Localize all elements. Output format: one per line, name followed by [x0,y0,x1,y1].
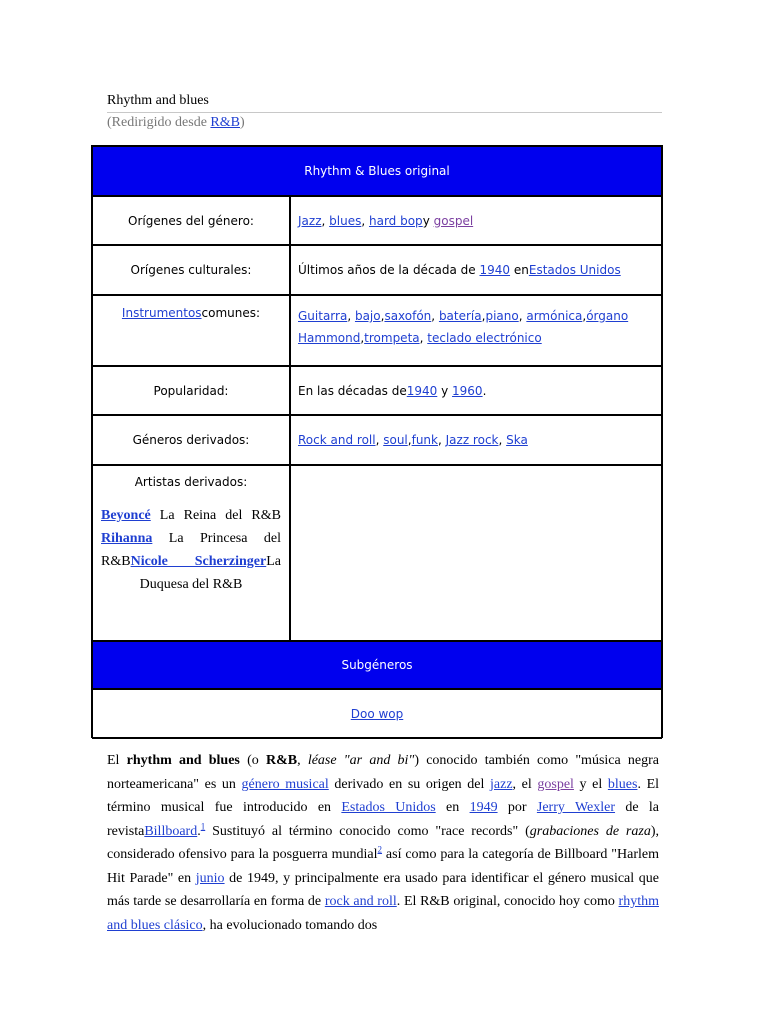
infobox-header: Rhythm & Blues original [92,146,662,196]
artists-cell [92,465,290,641]
conj: y [422,213,434,228]
footnote-2[interactable]: 2 [377,844,383,855]
sep: , [360,331,365,345]
cultural-value [290,245,662,295]
cultural-text: en [510,263,529,277]
origins-value [290,196,662,245]
link-organo-hammond[interactable]: órgano Hammond [298,309,629,345]
redirect-suffix: ) [240,115,245,130]
infobox-row-cultural [92,245,662,295]
link-bateria[interactable]: batería [438,309,482,323]
link-nicole-scherzinger[interactable]: Nicole Scherzinger [130,554,267,569]
redirect-link-rb[interactable]: R&B [210,115,240,130]
link-trompeta[interactable]: trompeta [364,331,420,345]
derived-label: Géneros derivados: [92,415,290,465]
derived-value [290,415,662,465]
link-1940-popularity[interactable]: 1940 [406,383,438,398]
link-doo-wop[interactable]: Doo wop [350,707,404,721]
link-estados-unidos[interactable]: Estados Unidos [528,263,621,277]
link-rhythm-and-blues-clasico[interactable]: rhythm and blues clásico [107,894,659,933]
link-jerry-wexler[interactable]: Jerry Wexler [536,800,616,815]
link-ska[interactable]: Ska [506,433,528,447]
italic-text: grabaciones de raza [529,823,651,839]
link-1960[interactable]: 1960 [452,383,483,398]
text: . [197,823,201,839]
footnote-1[interactable]: 1 [200,820,206,831]
sep: , [321,213,330,228]
text: , el [512,776,538,792]
infobox-row-derived [92,415,662,465]
bold-term: rhythm and blues [126,753,240,768]
text: de la revista [107,800,660,839]
text: . El término musical fue introducido en [107,776,660,815]
link-jazz-rock[interactable]: Jazz rock [445,433,499,447]
link-teclado-electronico[interactable]: teclado electrónico [427,331,542,345]
link-rock-and-roll-text[interactable]: rock and roll [324,894,397,909]
bold-term: R&B [265,753,298,768]
page-title: Rhythm and blues [107,92,662,113]
sep: , [431,309,439,323]
link-funk[interactable]: funk [411,433,438,447]
artists-list [101,504,281,596]
text: ), considerado ofensivo para la posguerra mundial [107,823,659,862]
text: , ha evolucionado tomando dos [202,917,378,933]
artist-title: La Princesa del R&B [101,531,281,569]
instruments-value [290,295,662,366]
infobox [91,145,663,738]
sep: , [518,309,527,323]
sep: , [481,309,486,323]
link-piano[interactable]: piano [485,309,519,323]
link-beyonce[interactable]: Beyoncé [101,508,151,523]
redirect-prefix: (Redirigido desde [107,115,211,130]
artists-label: Artistas derivados: [134,475,248,489]
link-genero-musical[interactable]: género musical [241,776,329,792]
sep: , [407,433,412,447]
infobox-row-artists [92,465,662,641]
text: Sustituyó al término conocido como "race records" ( [205,823,530,839]
subgenre-row [92,689,662,739]
text: así como para la categoría de Billboard "Harlem Hit Parade" en [107,847,659,886]
popularity-text: . [482,383,487,398]
link-bajo[interactable]: bajo [354,309,381,323]
text: y el [573,776,608,792]
cultural-text: Últimos años de la década de [298,263,480,277]
text: El [107,753,127,768]
text: ) conocido también como "música negra norteamericana" es un [107,753,660,792]
artist-title: La Duquesa del R&B [139,554,281,592]
cultural-label: Orígenes culturales: [92,245,290,295]
redirect-note [107,114,245,132]
link-blues[interactable]: blues [329,213,362,228]
link-jazz-text[interactable]: jazz [490,776,513,792]
text: (o [239,753,266,768]
sep: , [375,433,384,447]
text: por [497,800,537,815]
article-paragraph [107,749,659,937]
link-junio[interactable]: junio [195,870,225,886]
artists-empty-cell [290,465,662,641]
link-soul[interactable]: soul [383,433,408,447]
text: derivado en su origen del [328,776,490,792]
text: , [297,753,308,768]
link-billboard[interactable]: Billboard [144,823,198,839]
link-hard-bop[interactable]: hard bop [368,213,423,228]
sep: , [347,309,355,323]
infobox-row-popularity [92,366,662,415]
infobox-row-origins [92,196,662,245]
text: de 1949, y principalmente era usado para identificar el género musical que más tarde se desarrollaría en forma de [107,870,659,909]
origins-label: Orígenes del género: [92,196,290,245]
infobox-row-instruments [92,295,662,366]
artist-title: La Reina del R&B [150,508,281,523]
instruments-label-rest: comunes: [201,306,261,320]
instruments-label [92,295,290,366]
link-guitarra[interactable]: Guitarra [298,309,348,323]
text: en [435,800,470,815]
link-1940[interactable]: 1940 [479,263,511,277]
popularity-text: En las décadas de [298,383,407,398]
link-jazz[interactable]: Jazz [298,213,322,228]
popularity-label: Popularidad: [92,366,290,415]
sep: , [437,433,446,447]
text: . El R&B original, conocido hoy como [396,894,619,909]
sep: , [419,331,428,345]
italic-text: léase "ar and bi" [307,753,415,768]
link-gospel[interactable]: gospel [433,213,474,228]
link-rihanna[interactable]: Rihanna [101,531,153,546]
subgenres-header: Subgéneros [92,641,662,689]
link-1949[interactable]: 1949 [469,800,498,815]
link-rock-and-roll[interactable]: Rock and roll [298,433,376,447]
sep: , [582,309,587,323]
link-blues-text[interactable]: blues [607,776,638,792]
link-saxofon[interactable]: saxofón [384,309,432,323]
link-gospel-text[interactable]: gospel [537,776,574,792]
link-estados-unidos-text[interactable]: Estados Unidos [341,800,436,815]
popularity-text: y [437,383,453,398]
sep: , [380,309,385,323]
popularity-value [290,366,662,415]
sep: , [498,433,507,447]
link-armonica[interactable]: armónica [526,309,583,323]
sep: , [361,213,369,228]
link-instrumentos[interactable]: Instrumentos [121,306,202,320]
